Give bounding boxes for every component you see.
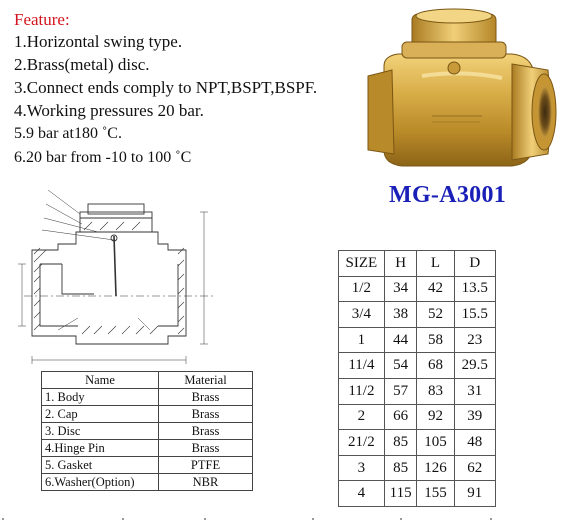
h-cell: 54 [384,353,417,379]
d-cell: 29.5 [454,353,495,379]
size-cell: 11/4 [339,353,385,379]
part-material: Brass [159,389,253,406]
size-cell: 1 [339,327,385,353]
table-row [42,440,253,457]
d-cell: 48 [454,430,495,456]
table-row [42,457,253,474]
column-header-d: D [454,251,495,277]
table-row [339,481,496,507]
h-cell: 38 [384,302,417,328]
table-row [339,302,496,328]
l-cell: 105 [417,430,454,456]
size-cell: 4 [339,481,385,507]
feature-title: Feature: [14,10,70,29]
size-table-header [339,251,496,277]
feature-item: 5.9 bar at180 ˚C. [14,125,122,142]
material-table [41,371,253,491]
column-header-size: SIZE [339,251,385,277]
column-header-material: Material [159,372,253,389]
table-row [339,404,496,430]
size-dimension-table [338,250,496,507]
part-material: PTFE [159,457,253,474]
size-cell: 3/4 [339,302,385,328]
feature-item: 3.Connect ends comply to NPT,BSPT,BSPF. [14,78,318,97]
part-material: Brass [159,406,253,423]
column-header-name: Name [42,372,159,389]
material-table-header [42,372,253,389]
l-cell: 92 [417,404,454,430]
l-cell: 155 [417,481,454,507]
column-header-l: L [417,251,454,277]
d-cell: 13.5 [454,276,495,302]
size-cell: 1/2 [339,276,385,302]
part-name: 2. Cap [42,406,159,423]
brass-valve-photo [362,4,558,178]
l-cell: 58 [417,327,454,353]
model-code: MG-A3001 [389,182,507,208]
h-cell: 85 [384,455,417,481]
h-cell: 44 [384,327,417,353]
l-cell: 68 [417,353,454,379]
bottom-divider [0,512,565,525]
valve-cross-section-drawing [18,184,220,370]
table-row [42,389,253,406]
table-row [339,353,496,379]
h-cell: 34 [384,276,417,302]
size-cell: 21/2 [339,430,385,456]
table-row [339,276,496,302]
feature-list [14,30,374,170]
l-cell: 83 [417,378,454,404]
h-cell: 57 [384,378,417,404]
table-row [339,327,496,353]
part-material: Brass [159,423,253,440]
part-name: 5. Gasket [42,457,159,474]
d-cell: 62 [454,455,495,481]
d-cell: 15.5 [454,302,495,328]
column-header-h: H [384,251,417,277]
l-cell: 52 [417,302,454,328]
d-cell: 31 [454,378,495,404]
part-name: 4.Hinge Pin [42,440,159,457]
h-cell: 66 [384,404,417,430]
table-row [339,378,496,404]
feature-section [14,10,374,170]
table-row [42,406,253,423]
part-material: NBR [159,474,253,491]
size-cell: 2 [339,404,385,430]
table-row [339,430,496,456]
size-cell: 11/2 [339,378,385,404]
l-cell: 126 [417,455,454,481]
table-row [42,423,253,440]
d-cell: 91 [454,481,495,507]
table-row [42,474,253,491]
feature-item: 4.Working pressures 20 bar. [14,101,204,120]
size-cell: 3 [339,455,385,481]
h-cell: 85 [384,430,417,456]
part-name: 3. Disc [42,423,159,440]
feature-item: 2.Brass(metal) disc. [14,55,150,74]
d-cell: 39 [454,404,495,430]
d-cell: 23 [454,327,495,353]
table-row [339,455,496,481]
part-name: 6.Washer(Option) [42,474,159,491]
l-cell: 42 [417,276,454,302]
part-name: 1. Body [42,389,159,406]
feature-item: 1.Horizontal swing type. [14,32,183,51]
h-cell: 115 [384,481,417,507]
feature-item: 6.20 bar from -10 to 100 ˚C [14,149,192,166]
part-material: Brass [159,440,253,457]
